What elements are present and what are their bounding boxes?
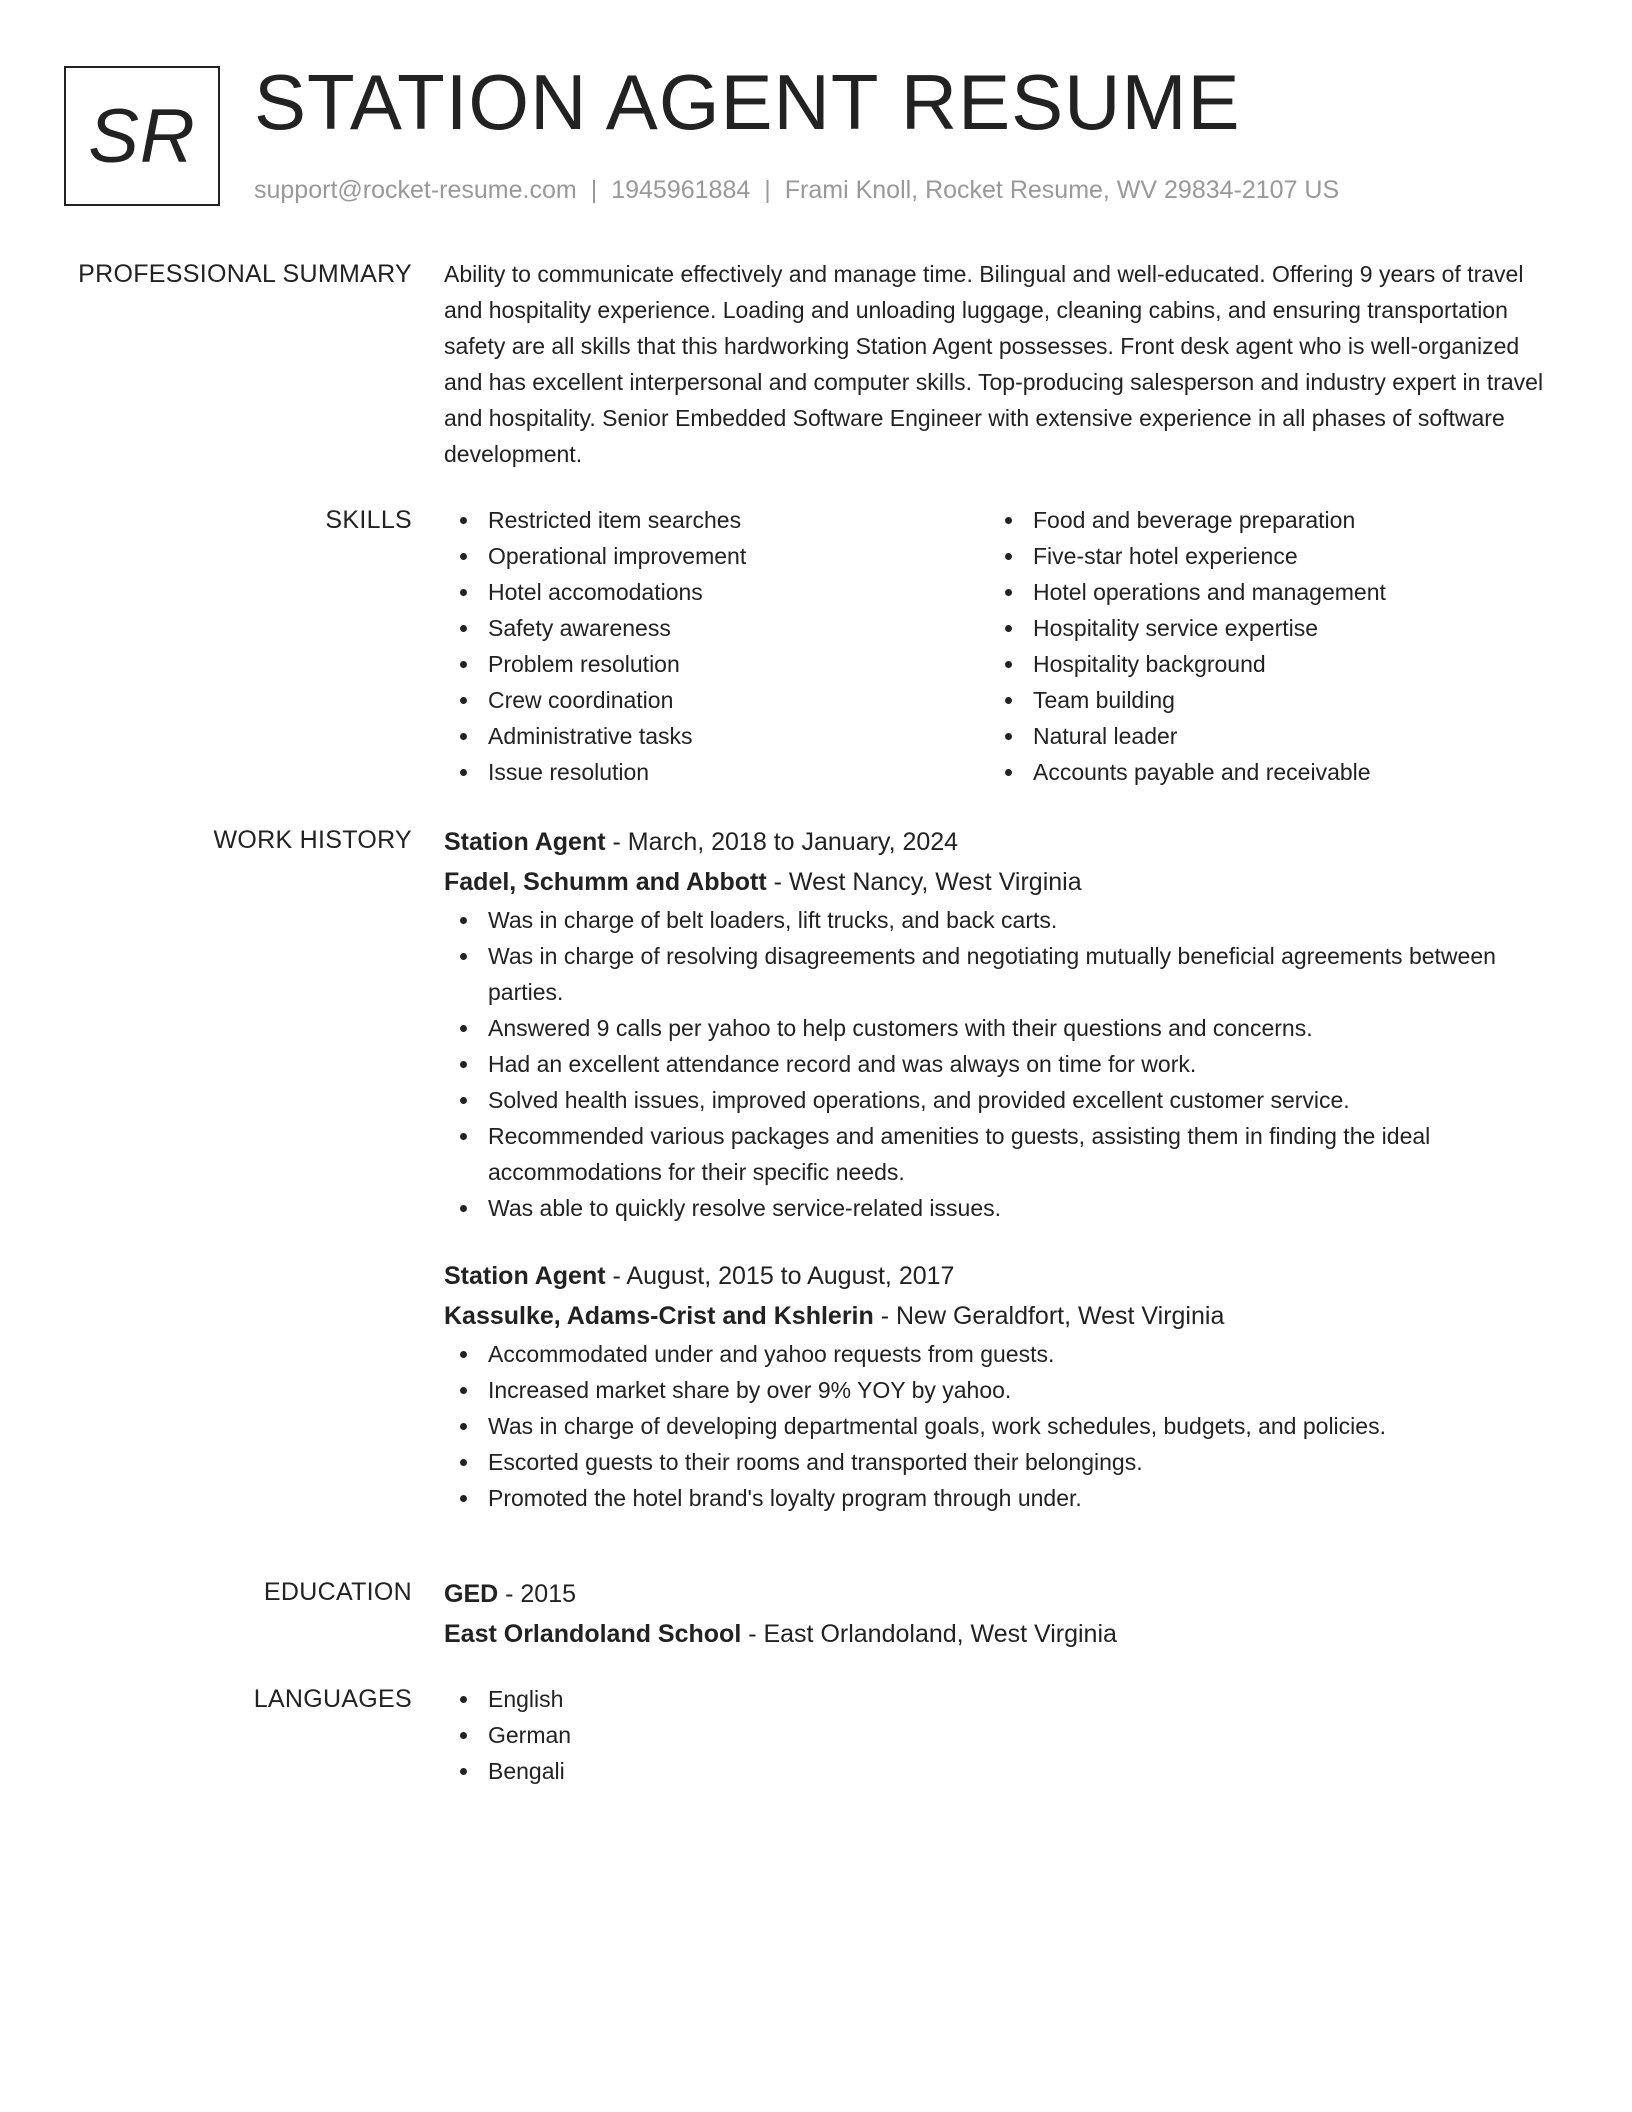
skill-item: Five-star hotel experience: [989, 538, 1534, 574]
skill-item: Operational improvement: [444, 538, 989, 574]
job-company: Fadel, Schumm and Abbott: [444, 868, 767, 896]
work-history-heading: WORK HISTORY: [213, 826, 412, 854]
skills-list-right: [989, 502, 1534, 790]
job-company-line: [444, 862, 1554, 902]
summary-text: Ability to communicate effectively and manage time. Bilingual and well-educated. Offering 9 years of travel and hospitality experience. Loading and unloading luggage, cleaning cabins, and ensuring transportation safety are all skills that this hardworking Station Agent possesses. Front desk agent who is well-organized and has excellent interpersonal and computer skills. Top-producing salesperson and industry expert in travel and hospitality. Senior Embedded Software Engineer with extensive experience in all phases of software development.: [444, 261, 1544, 467]
skill-item: Hospitality service expertise: [989, 610, 1534, 646]
education-heading: EDUCATION: [263, 1578, 412, 1606]
job-title: Station Agent: [444, 1262, 606, 1290]
job-entry: [444, 1256, 1554, 1516]
skills-list-left: [444, 502, 989, 790]
contact-separator: |: [590, 176, 598, 204]
job-company: Kassulke, Adams-Crist and Kshlerin: [444, 1302, 874, 1330]
job-duty: Answered 9 calls per yahoo to help customers with their questions and concerns.: [444, 1010, 1554, 1046]
job-location: - New Geraldfort, West Virginia: [873, 1302, 1225, 1330]
skill-item: Hotel operations and management: [989, 574, 1534, 610]
skill-item: Accounts payable and receivable: [989, 754, 1534, 790]
job-duty: Increased market share by over 9% YOY by yahoo.: [444, 1372, 1554, 1408]
summary-body: [444, 256, 1554, 472]
language-item: English: [444, 1681, 1554, 1717]
education-body: [444, 1574, 1554, 1654]
language-item: German: [444, 1717, 1554, 1753]
skill-item: Safety awareness: [444, 610, 989, 646]
job-duty: Solved health issues, improved operations, and provided excellent customer service.: [444, 1082, 1554, 1118]
work-history-body: [444, 822, 1554, 1516]
job-duty: Promoted the hotel brand's loyalty program through under.: [444, 1480, 1554, 1516]
education-degree-line: [444, 1574, 1554, 1614]
skill-item: Hospitality background: [989, 646, 1534, 682]
contact-address: Frami Knoll, Rocket Resume, WV 29834-2107 US: [784, 176, 1340, 204]
education-year: - 2015: [498, 1580, 577, 1608]
skill-item: Problem resolution: [444, 646, 989, 682]
languages-heading: LANGUAGES: [253, 1685, 412, 1713]
job-duty: Was in charge of developing departmental goals, work schedules, budgets, and policies.: [444, 1408, 1554, 1444]
job-title-line: [444, 822, 1554, 862]
monogram-logo: SR: [64, 66, 220, 206]
job-duty: Was in charge of belt loaders, lift trucks, and back carts.: [444, 902, 1554, 938]
education-degree: GED: [444, 1580, 499, 1608]
job-company-line: [444, 1296, 1554, 1336]
job-dates: - March, 2018 to January, 2024: [605, 828, 959, 856]
skills-grid: [444, 502, 1554, 790]
skill-item: Hotel accomodations: [444, 574, 989, 610]
job-location: - West Nancy, West Virginia: [766, 868, 1082, 896]
summary-heading: PROFESSIONAL SUMMARY: [78, 260, 412, 288]
contact-email: support@rocket-resume.com: [254, 176, 577, 204]
job-dates: - August, 2015 to August, 2017: [605, 1262, 955, 1290]
job-duties-list: [444, 902, 1554, 1226]
skill-item: Issue resolution: [444, 754, 989, 790]
job-duty: Was in charge of resolving disagreements and negotiating mutually beneficial agreements between parties.: [444, 938, 1554, 1010]
job-duty: Had an excellent attendance record and was always on time for work.: [444, 1046, 1554, 1082]
languages-body: [444, 1681, 1554, 1789]
contact-phone: 1945961884: [611, 176, 751, 204]
job-title-line: [444, 1256, 1554, 1296]
job-duty: Recommended various packages and amenities to guests, assisting them in finding the ideal accommodations for their specific needs.: [444, 1118, 1554, 1190]
page-title: STATION AGENT RESUME: [254, 58, 1241, 146]
job-duty: Escorted guests to their rooms and transported their belongings.: [444, 1444, 1554, 1480]
job-entry: [444, 822, 1554, 1226]
education-school-line: [444, 1614, 1554, 1654]
skill-item: Administrative tasks: [444, 718, 989, 754]
skill-item: Crew coordination: [444, 682, 989, 718]
job-duty: Was able to quickly resolve service-related issues.: [444, 1190, 1554, 1226]
education-location: - East Orlandoland, West Virginia: [741, 1620, 1117, 1648]
languages-list: [444, 1681, 1554, 1789]
skills-body: [444, 502, 1554, 790]
contact-separator: |: [764, 176, 771, 204]
skill-item: Restricted item searches: [444, 502, 989, 538]
education-school: East Orlandoland School: [444, 1620, 742, 1648]
job-duty: Accommodated under and yahoo requests from guests.: [444, 1336, 1554, 1372]
skill-item: Natural leader: [989, 718, 1534, 754]
contact-line: [254, 172, 1339, 208]
skill-item: Food and beverage preparation: [989, 502, 1534, 538]
job-duties-list: [444, 1336, 1554, 1516]
language-item: Bengali: [444, 1753, 1554, 1789]
job-title: Station Agent: [444, 828, 606, 856]
skill-item: Team building: [989, 682, 1534, 718]
skills-heading: SKILLS: [325, 506, 412, 534]
